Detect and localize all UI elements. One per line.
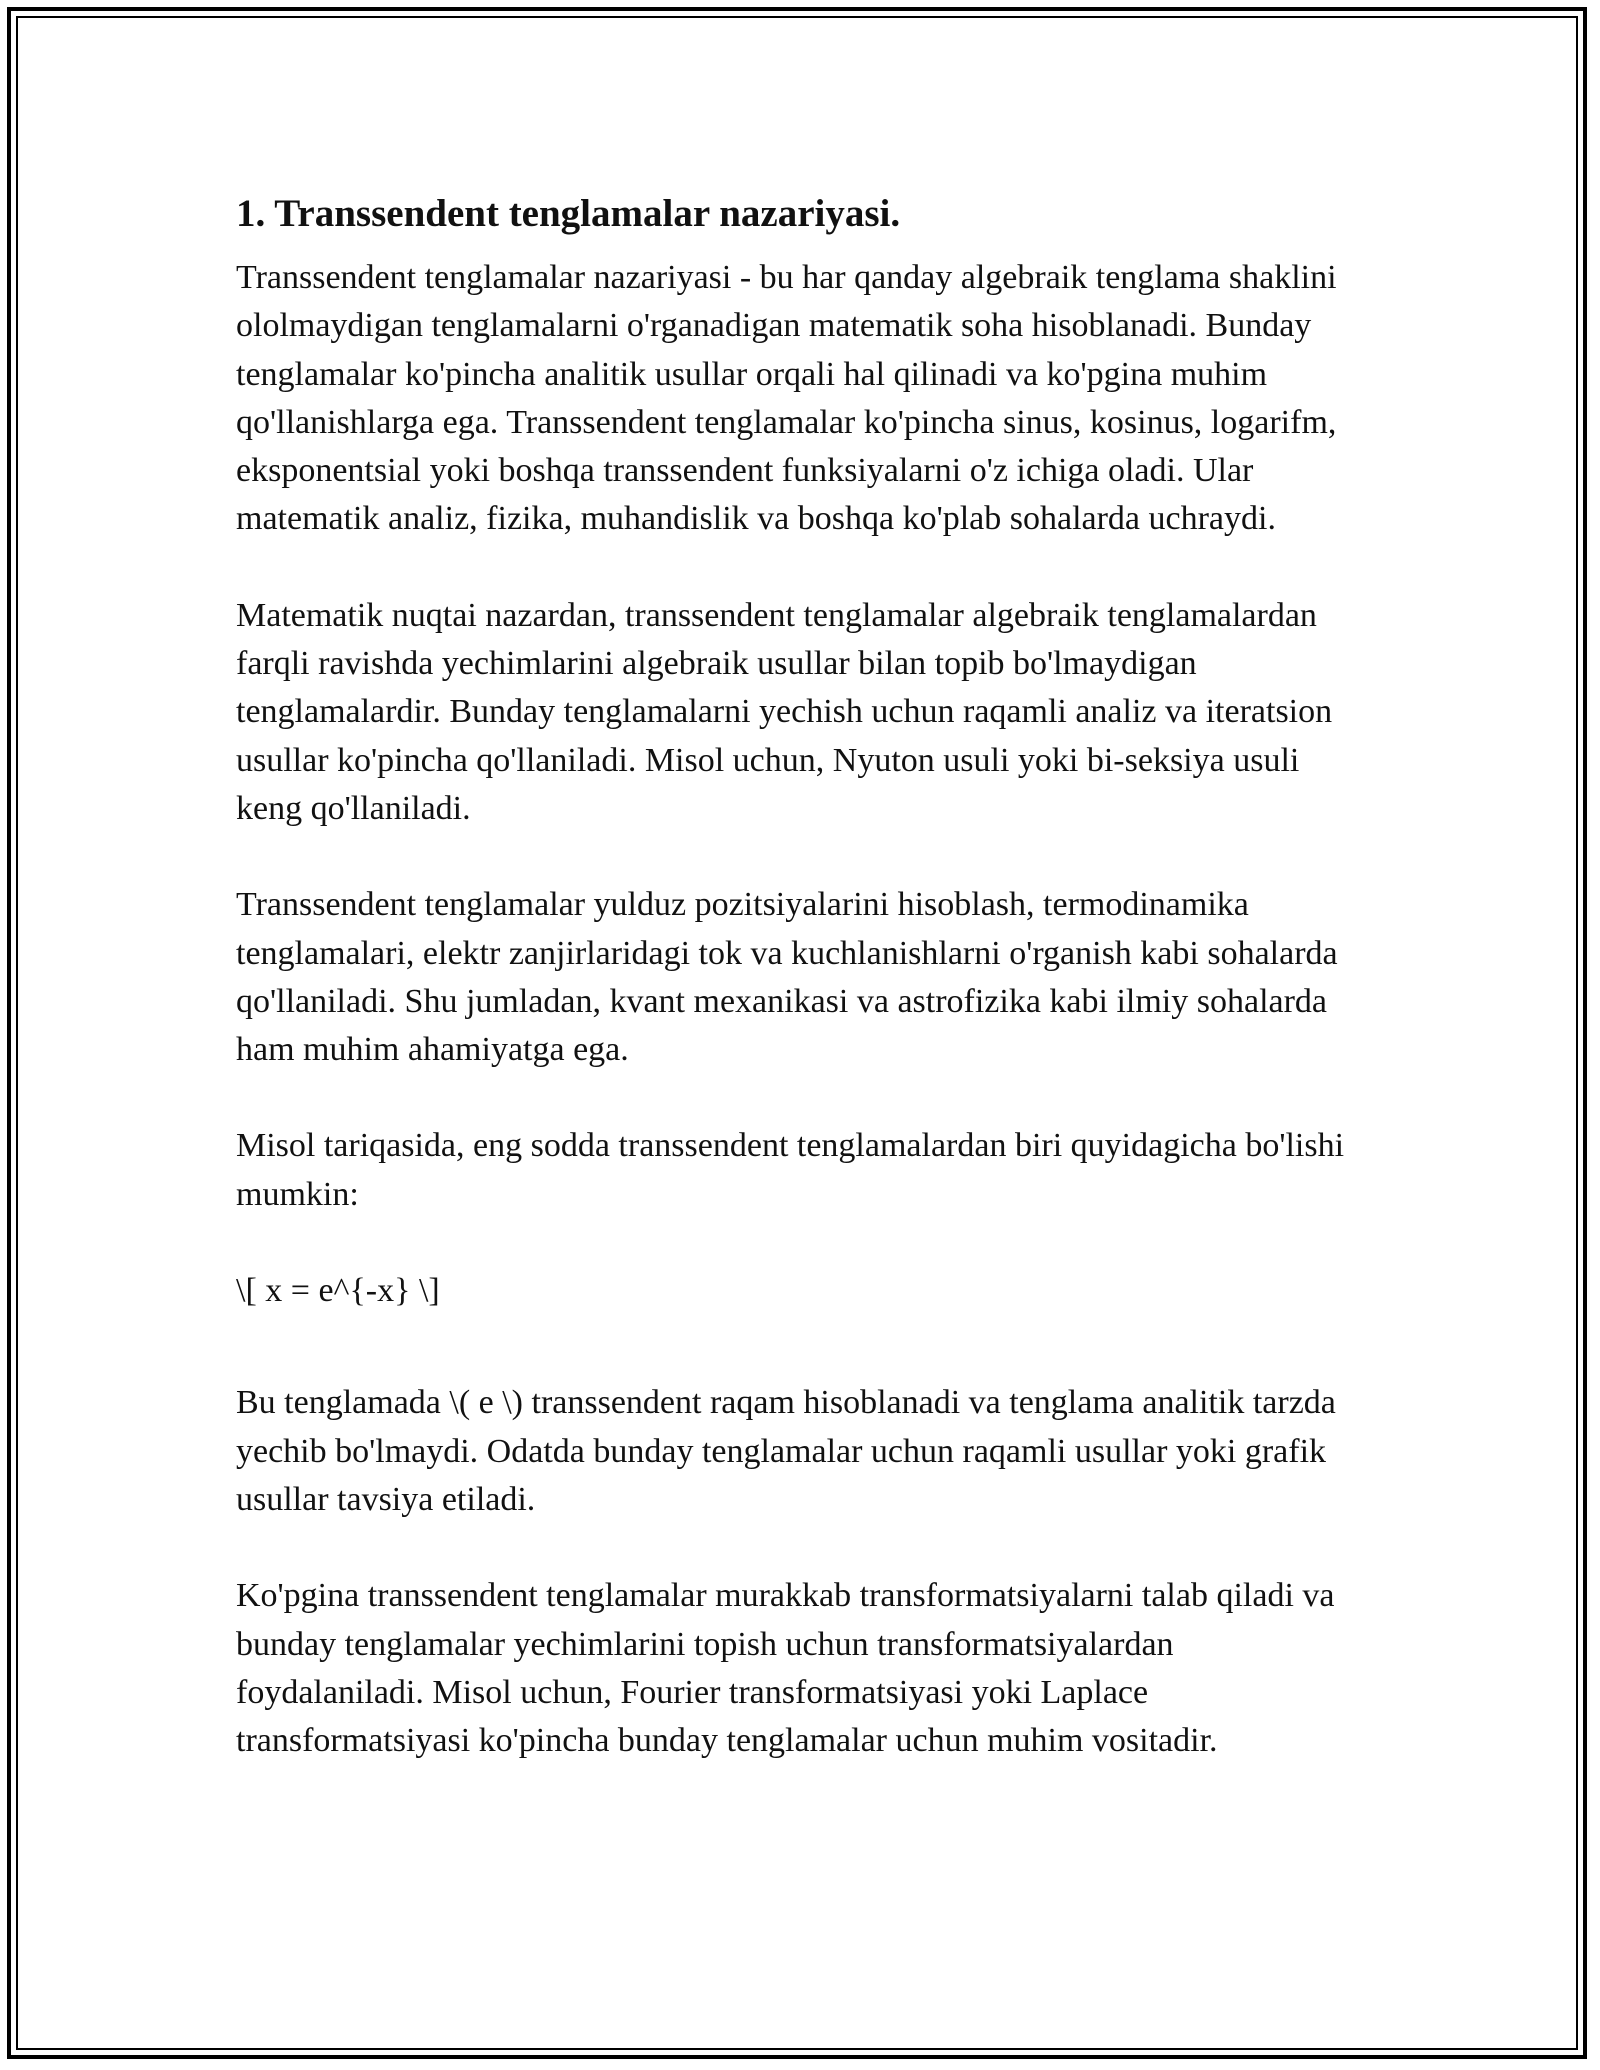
section-heading: 1. Transsendent tenglamalar nazariyasi. <box>236 192 901 235</box>
paragraph-transformations: Ko'pgina transsendent tenglamalar murakkab transformatsiyalarni talab qiladi va bunday tenglamalar yechimlarini topish uchun transformatsiyalardan foydalaniladi. Misol uchun, Fourier transformatsiyasi yoki Laplace transformatsiyasi ko'pincha bunday tenglamalar uchun muhim vositadir. <box>236 1577 1335 1760</box>
paragraph-applications: Transsendent tenglamalar yulduz pozitsiyalarini hisoblash, termodinamika tenglamalari, elektr zanjirlaridagi tok va kuchlanishlarni o'rganish kabi sohalarda qo'llaniladi. Shu jumladan, kvant mexanikasi va astrofizika kabi ilmiy sohalarda ham muhim ahamiyatga ega. <box>236 886 1338 1069</box>
document-body <box>236 186 1366 1813</box>
paragraph-example-intro: Misol tariqasida, eng sodda transsendent tenglamalardan biri quyidagicha bo'lishi mumkin: <box>236 1127 1345 1213</box>
paragraph-intro: Transsendent tenglamalar nazariyasi - bu har qanday algebraik tenglama shaklini ololmaydigan tenglamalarni o'rganadigan matematik soha hisoblanadi. Bunday tenglamalar ko'pincha analitik usullar orqali hal qilinadi va ko'pgina muhim qo'llanishlarga ega. Transsendent tenglamalar ko'pincha sinus, kosinus, logarifm, eksponentsial yoki boshqa transsendent funksiyalarni o'z ichiga oladi. Ular matematik analiz, fizika, muhandislik va boshqa ko'plab sohalarda uchraydi. <box>236 259 1337 538</box>
paragraph-formula-explanation: Bu tenglamada \( e \) transsendent raqam hisoblanadi va tenglama analitik tarzda yechib bo'lmaydi. Odatda bunday tenglamalar uchun raqamli usullar yoki grafik usullar tavsiya etiladi. <box>236 1384 1336 1518</box>
paragraph-math-viewpoint: Matematik nuqtai nazardan, transsendent tenglamalar algebraik tenglamalardan farqli ravishda yechimlarini algebraik usullar bilan topib bo'lmaydigan tenglamalardir. Bunday tenglamalarni yechish uchun raqamli analiz va iteratsion usullar ko'pincha qo'llaniladi. Misol uchun, Nyuton usuli yoki bi-seksiya usuli keng qo'llaniladi. <box>236 596 1333 827</box>
formula-line: \[ x = e^{-x} \] <box>236 1272 440 1310</box>
